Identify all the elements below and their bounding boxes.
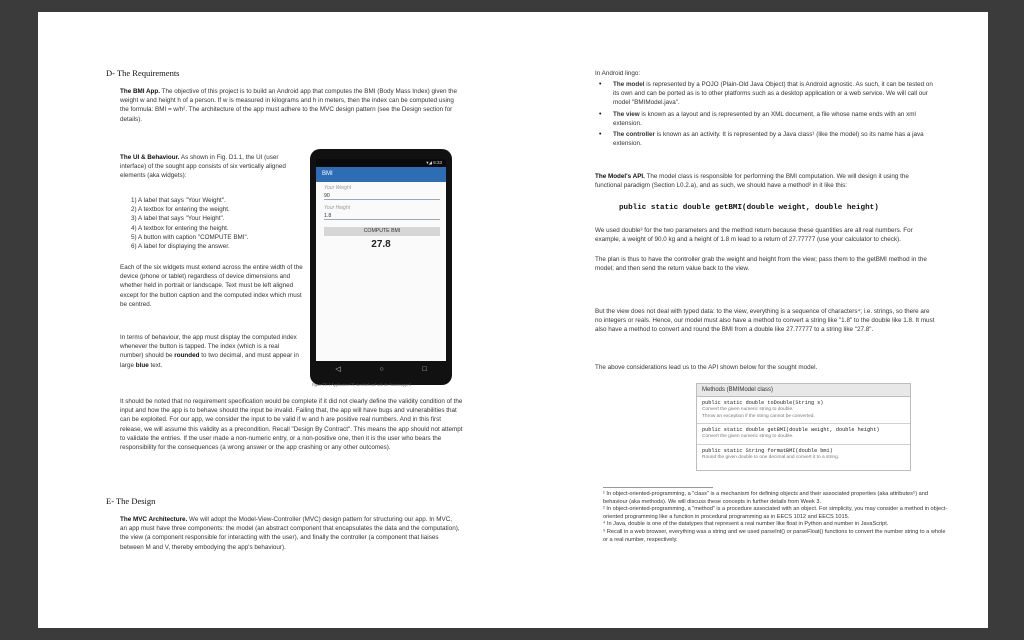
- method-signature: public static String formatBMI(double bmi): [702, 447, 833, 454]
- lingo-item: [595, 80, 935, 108]
- lingo-bold: The model: [613, 81, 645, 88]
- api-bold: The Model's API.: [595, 173, 645, 180]
- behaviour-text-a: In terms of behaviour, the app must display the computed index whenever the button is tapped. The index (which is a real number) should be: [120, 334, 297, 360]
- behaviour-text-b: to two decimal, and must appear in large: [120, 352, 299, 369]
- bmi-app-bold: The BMI App.: [120, 88, 160, 95]
- document-page: [38, 12, 988, 628]
- footnote: ¹ In object-oriented-programming, a "class" is a mechanism for defining objects and their associated properties (aka attributes⁵) and behaviour (aka methods). We will discuss these concepts in further details from Week 3.: [603, 491, 928, 505]
- api-paragraph: [595, 172, 935, 190]
- status-bar: ▾◢ 6:33: [316, 159, 446, 167]
- bmi-answer: 27.8: [371, 239, 391, 250]
- app-bar-title: BMI: [316, 167, 446, 182]
- height-field[interactable]: 1.8: [324, 213, 440, 220]
- method-description: Convert the given numeric string to double.: [702, 434, 794, 439]
- widget-item: 5) A button with caption "COMPUTE BMI".: [131, 233, 249, 241]
- lingo-item: [595, 110, 935, 128]
- widget-list: [131, 196, 311, 251]
- footnotes: [603, 491, 948, 544]
- lingo-text: is known as a layout and is represented by an XML document, a file whose name ends with an xml extension.: [613, 110, 916, 127]
- plan-paragraph: The plan is thus to have the controller grab the weight and height from the view; pass them to the getBMI method in the model; and then send the return value back to the view.: [595, 256, 927, 273]
- footnote-divider: [603, 487, 713, 488]
- api-method-row: [697, 445, 910, 465]
- api-method-row: [697, 397, 910, 424]
- method-signature: public static double toDouble(String s): [702, 400, 824, 406]
- widget-item: 2) A textbox for entering the weight.: [131, 206, 230, 214]
- method-description: Round the given double to one decimal and convert it to a string.: [702, 454, 840, 460]
- bmi-app-paragraph: [120, 87, 460, 124]
- phone-mockup: [310, 149, 452, 385]
- footnote: ² In object-oriented-programming, a "method" is a procedure associated with an object. For simplicity, you may consider a method in object-oriented programming like a function in procedural programming as in EECS 1012 and EECS 1015.: [603, 506, 948, 520]
- behaviour-bold: rounded: [174, 352, 200, 360]
- lingo-text: is represented by a POJO (Plain-Old Java Object) that is Android agnostic. As such, it can be tested on its own and can be ported as is to other platforms such as a desktop application or a web service. We will call our model "BMIModel.java".: [613, 81, 933, 107]
- recent-apps-icon[interactable]: □: [422, 365, 427, 373]
- weight-field[interactable]: 90: [324, 193, 440, 200]
- api-table-title: Methods (BMIModel class): [697, 384, 910, 397]
- nav-bar: [316, 362, 446, 376]
- widget-item: 4) A textbox for entering the height.: [131, 224, 229, 232]
- home-icon[interactable]: ○: [379, 365, 384, 373]
- considerations-paragraph: The above considerations lead us to the API shown below for the sought model.: [595, 364, 818, 371]
- footnote: ⁵ Recall in a web browser, everything was a string and we used parseInt() or parseFloat() functions to convert the number string to a whole or a real number, respectively.: [603, 528, 946, 543]
- mvc-bold: The MVC Architecture.: [120, 516, 188, 523]
- method-description: Throw an exception if the string cannot be converted.: [702, 413, 815, 419]
- widget-item: 1) A label that says "Your Weight".: [131, 197, 226, 204]
- height-label: Your Height: [324, 205, 351, 211]
- lingo-bold: The controller: [613, 131, 655, 139]
- lingo-item: [595, 130, 935, 148]
- mvc-text: We will adopt the Model-View-Controller (MVC) design pattern for structuring our app. In MVC, an app must have three components: the model (an abstract component that encapsulates the data and the computation), the view (a component responsible for interacting with the user), and finally the controller (a component that liaises between M and V, thereby embodying the app's behaviour).: [120, 516, 460, 551]
- lingo-title: In Android lingo:: [595, 70, 641, 77]
- api-table: [696, 383, 911, 471]
- mvc-paragraph: [120, 515, 460, 552]
- behaviour-text-c: text.: [148, 361, 163, 369]
- method-signature: public static double getBMI(double weight, double height): [702, 427, 880, 433]
- typed-paragraph: But the view does not deal with typed data: to the view, everything is a sequence of characters⁴; i.e. strings, so there are no integers or reals. Hence, our model must also have a method to convert a string like "1.8" to the double like 1.8. It must also have a method to convert and round the BMI from a double like 27.77777 to a string like "27.8".: [595, 308, 935, 334]
- code-signature: public static double getBMI(double weight, double height): [619, 204, 879, 212]
- compute-bmi-button[interactable]: COMPUTE BMI: [324, 227, 440, 236]
- ui-bold: The UI & Behaviour.: [120, 154, 180, 161]
- footnote: ⁴ In Java, double is one of the datatypes that represent a real number like float in Python and number in JavaScript.: [603, 521, 889, 528]
- extend-paragraph: Each of the six widgets must extend across the entire width of the device (phone or tablet) regardless of device dimensions and whether held in portrait or landscape. Text must be left aligned except for the button caption and the computed index which must be centred.: [120, 264, 303, 308]
- heading-requirements: D- The Requirements: [106, 68, 180, 78]
- bmi-app-text: The objective of this project is to build an Android app that computes the BMI (Body Mass Index) given the weight w and height h of a person. If w is measured in kilograms and h in meters, then the index can be computed using the formula: BMI = w/h². The architecture of the app must adhere to the MVC design pattern (see the Design section for details).: [120, 88, 458, 123]
- validity-paragraph: It should be noted that no requirement specification would be complete if it did not clearly define the validity condition of the input and how the app is to behave should the input be invalid. Failing that, the app will have bugs and vulnerabilities that can be exploited. For our app, we consider the input to be valid if w and h are positive real numbers. And in this first release, we will assume this validity as a precondition. Recall "Design By Contract". This means the app should not attempt to validate the entries. If the user made a non-numeric entry, or a non-positive one, then it is the user who bears the responsibility for the consequences (a wrong answer or the app crashing or any other outcomes).: [120, 398, 463, 452]
- ui-behaviour-paragraph: [120, 153, 303, 181]
- heading-design: E- The Design: [106, 496, 156, 506]
- figure-caption: Figure D1.1 Application UI, sketched and with the button tapped: [312, 383, 411, 387]
- widget-item: 3) A label that says "Your Height".: [131, 215, 225, 223]
- method-description: Convert the given numeric string to double.: [702, 407, 794, 412]
- lingo-text: is known as an activity. It is represented by a Java class¹ (like the model) so its name has a java extension.: [613, 131, 924, 148]
- weight-label: Your Weight: [324, 185, 352, 191]
- behaviour-bold2: blue: [135, 361, 149, 369]
- widget-item: 6) A label for displaying the answer.: [131, 243, 230, 251]
- api-method-row: [697, 424, 910, 445]
- back-icon[interactable]: ◁: [335, 366, 341, 373]
- behaviour-paragraph: [120, 333, 303, 370]
- doubles-paragraph: We used double³ for the two parameters and the method return because these quantities are all real numbers. For example, a weight of 90.0 kg and a height of 1.8 m lead to a return of 27.77777 (use your calculator to check).: [595, 227, 913, 244]
- lingo-bold: The view: [613, 110, 640, 118]
- phone-screen: [316, 159, 446, 361]
- ui-text: As shown in Fig. D1.1, the UI (user interface) of the sought app consists of six vertically aligned elements (aka widgets):: [120, 154, 286, 180]
- api-text: The model class is responsible for performing the BMI computation. We will design it using the functional paradigm (Section L0.2.a), and as such, we should have a method² in it like this:: [595, 173, 909, 190]
- lingo-list: [595, 80, 935, 150]
